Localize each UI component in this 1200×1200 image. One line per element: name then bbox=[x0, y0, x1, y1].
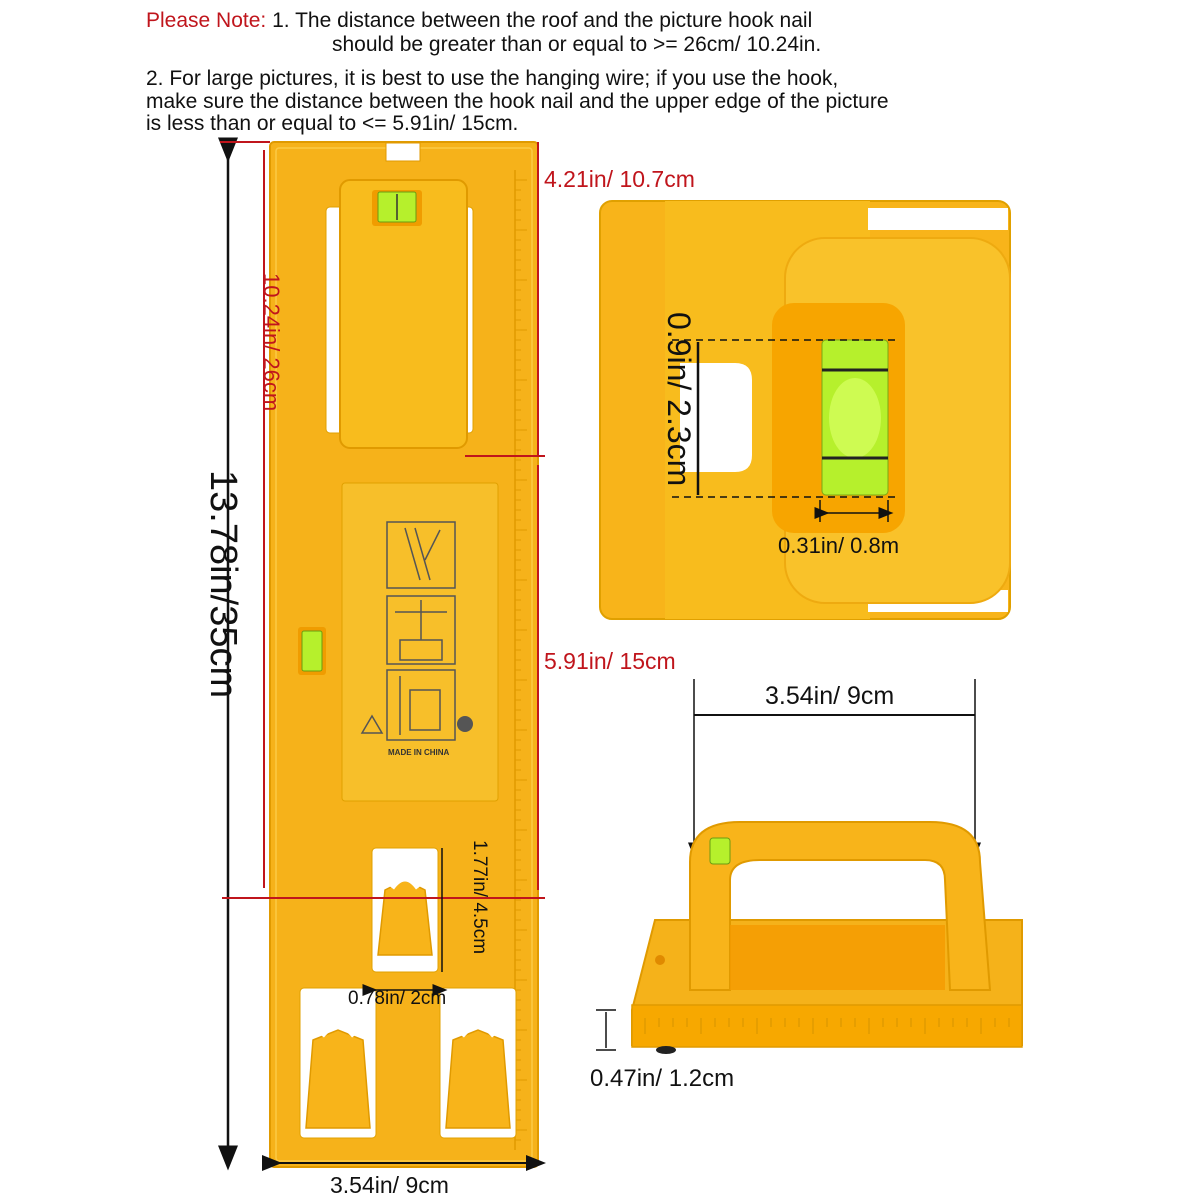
label-bottom-width: 3.54in/ 9cm bbox=[330, 1172, 449, 1198]
label-hook-to-edge: 5.91in/ 15cm bbox=[544, 648, 676, 674]
label-handle-width: 3.54in/ 9cm bbox=[765, 682, 895, 710]
label-total-height: 13.78in/35cm bbox=[202, 470, 244, 699]
note-line-2c: is less than or equal to <= 5.91in/ 15cm. bbox=[146, 112, 519, 135]
note-line-2b: make sure the distance between the hook nail and the upper edge of the picture bbox=[146, 90, 889, 113]
note-line-1-text: 1. The distance between the roof and the picture hook nail bbox=[272, 9, 813, 32]
label-base-thickness: 0.47in/ 1.2cm bbox=[590, 1065, 735, 1092]
perspective-view bbox=[596, 679, 1022, 1054]
made-in-label: MADE IN CHINA bbox=[388, 748, 450, 757]
note-line-2a: 2. For large pictures, it is best to use the hanging wire; if you use the hook, bbox=[146, 67, 839, 90]
label-bubble-width: 0.31in/ 0.8m bbox=[778, 533, 900, 558]
label-hook-slot: 1.77in/ 4.5cm bbox=[469, 840, 490, 955]
label-to-nail: 10.24in/ 26cm bbox=[259, 273, 284, 412]
label-bubble-height: 0.9in/ 2.3cm bbox=[661, 312, 697, 487]
label-top-section: 4.21in/ 10.7cm bbox=[544, 166, 695, 192]
ruler-tool bbox=[270, 142, 538, 1167]
label-hook-width: 0.78in/ 2cm bbox=[348, 988, 447, 1009]
note-prefix: Please Note: bbox=[146, 9, 267, 32]
note-line-1b: should be greater than or equal to >= 26cm/ 10.24in. bbox=[332, 33, 822, 56]
